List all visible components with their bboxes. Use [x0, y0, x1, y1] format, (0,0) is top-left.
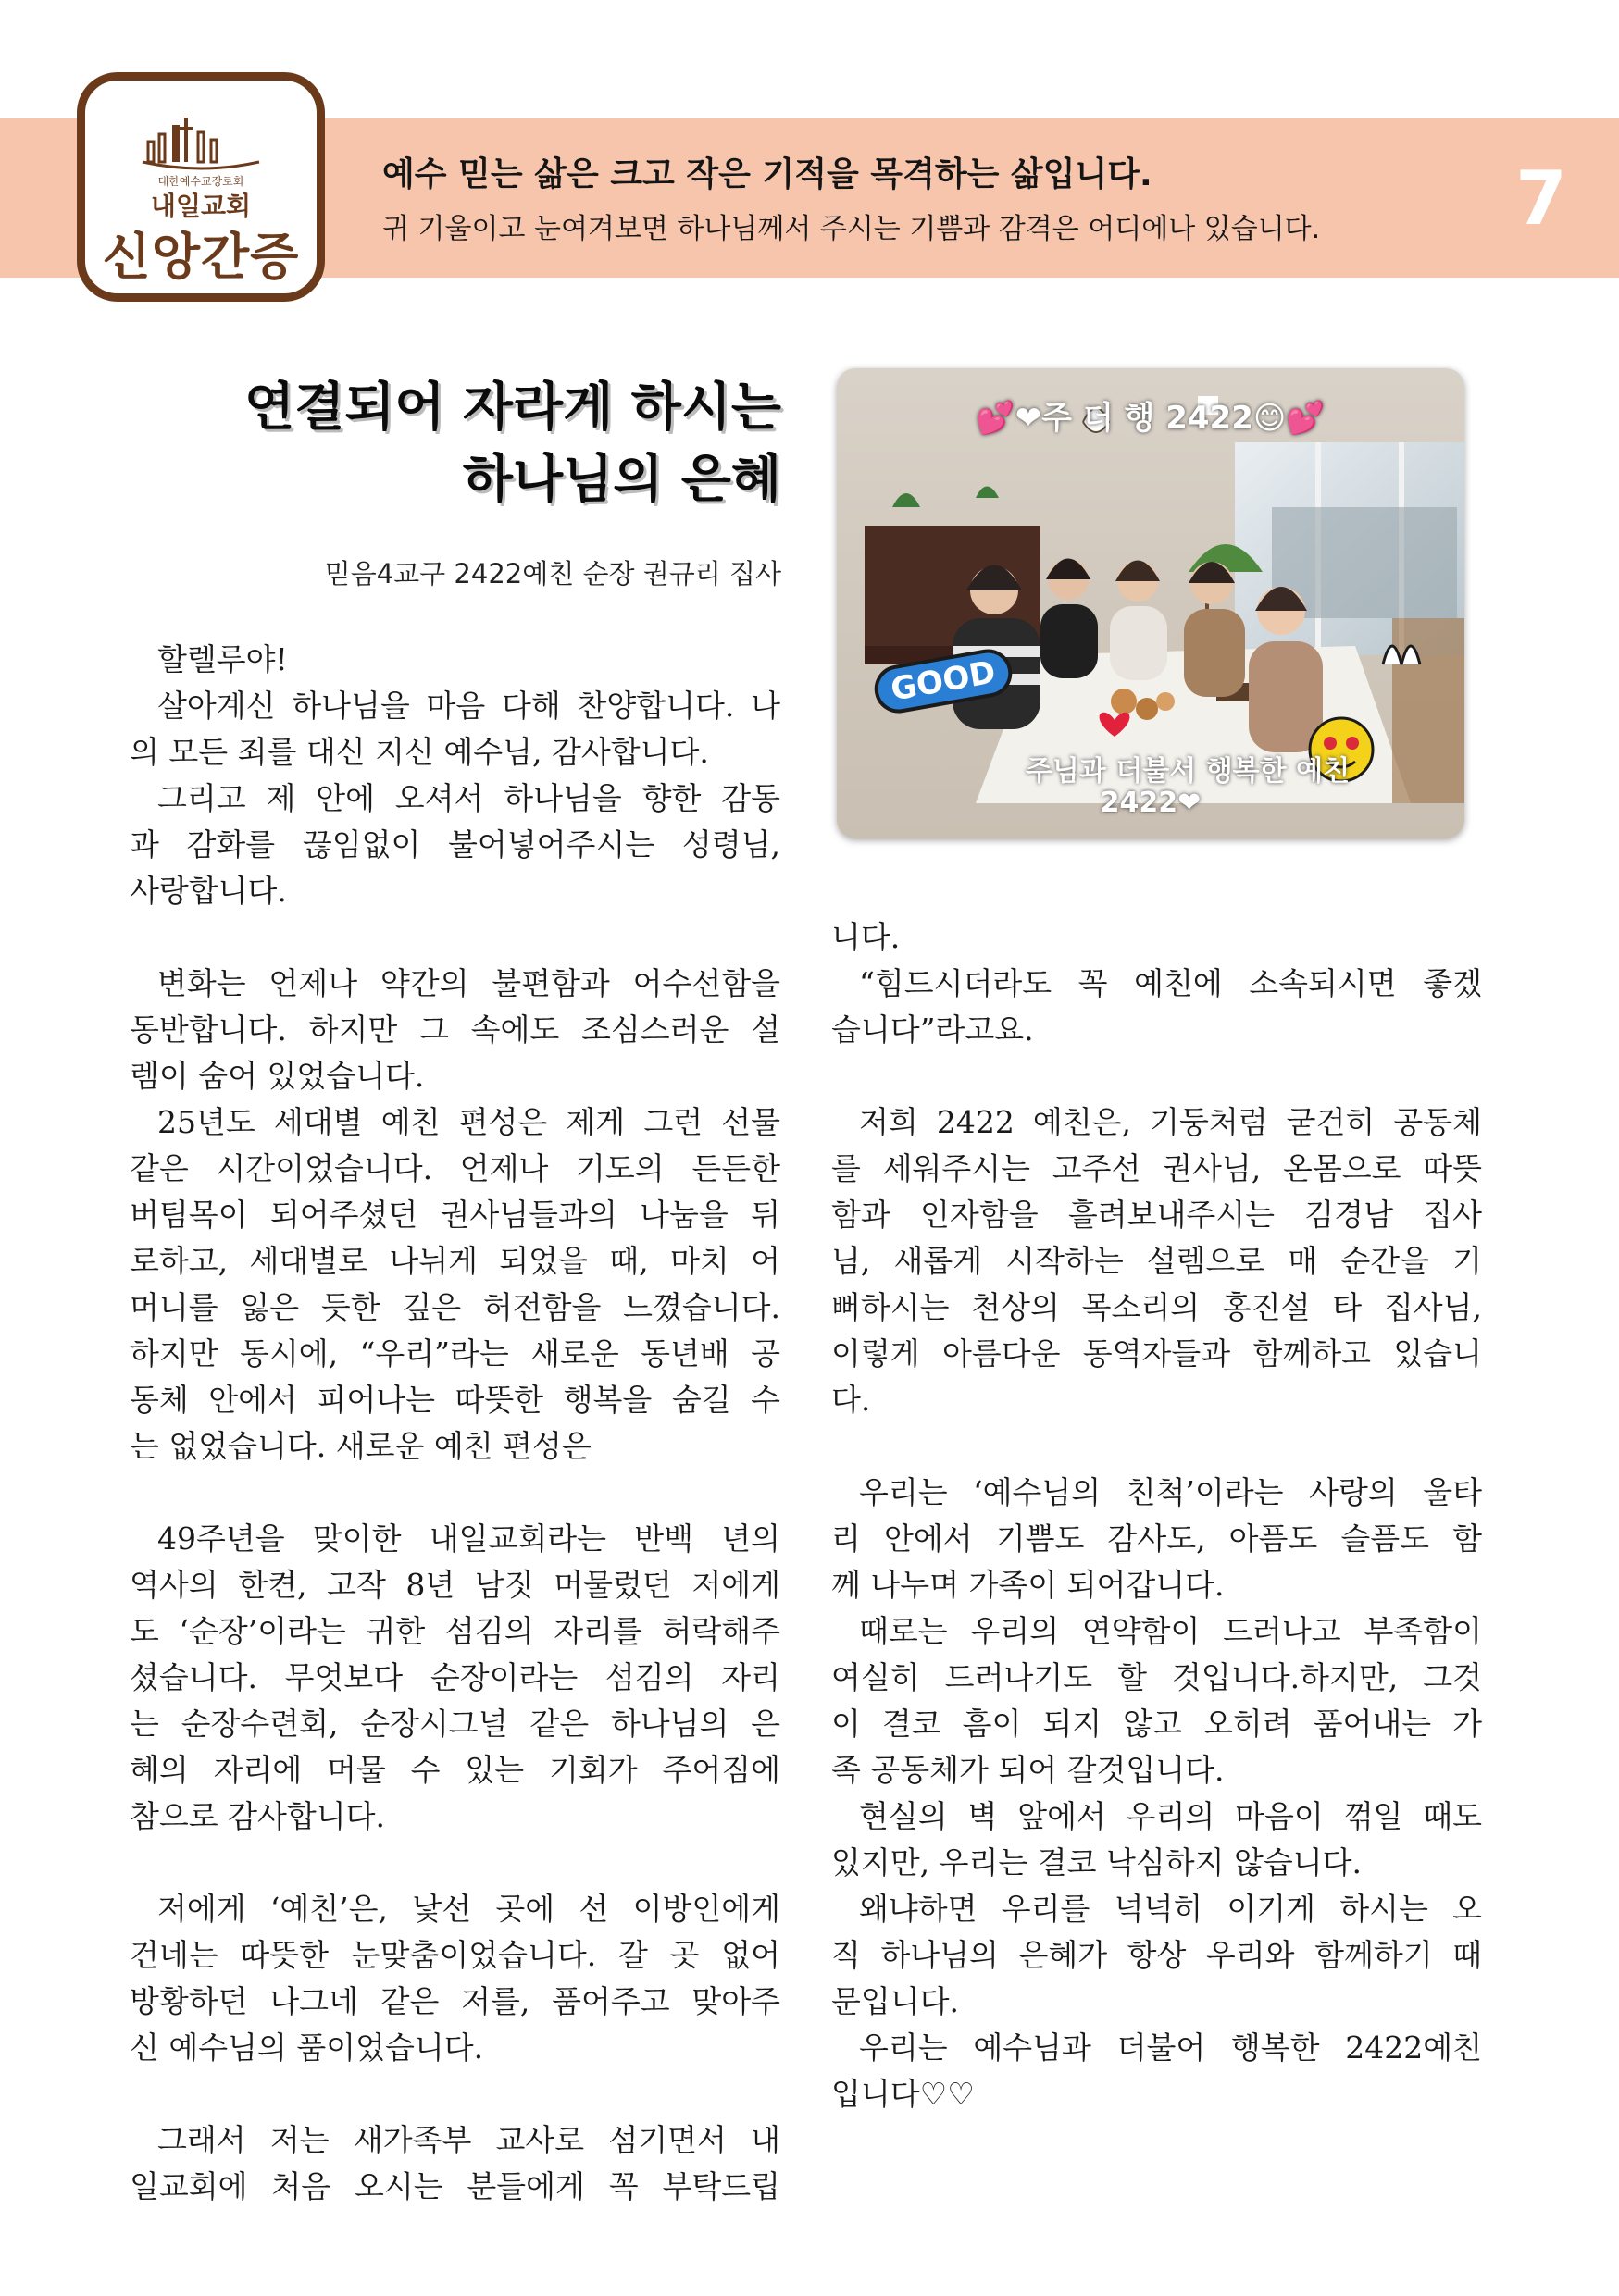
paragraph-line: 왜냐하면 우리를 넉넉히 이기게 하시는 오 [859, 1891, 1482, 1927]
header-subtitle-sub: 귀 기울이고 눈여겨보면 하나님께서 주시는 기쁨과 감격은 어디에나 있습니다. [382, 213, 1321, 245]
paragraph-line: 과 감화를 끊임없이 불어넣어주시는 성령님, [130, 826, 780, 863]
section-logo [77, 72, 325, 302]
article-title-line-2: 하나님의 은혜 [462, 450, 781, 510]
paragraph-line: 직 하나님의 은혜가 항상 우리와 함께하기 때 [831, 1937, 1482, 1973]
section-name: 신앙간증 [102, 228, 300, 286]
paragraph-line: 변화는 언제나 약간의 불편함과 어수선함을 [157, 965, 780, 1001]
article-author: 믿음4교구 2422예친 순장 권규리 집사 [324, 558, 781, 590]
paragraph-line: 렘이 숨어 있었습니다. [130, 1058, 425, 1094]
logo-denomination: 대한예수교장로회 [157, 175, 244, 188]
paragraph-line: 문입니다. [831, 1983, 960, 2019]
photo-caption-bottom-2: 2422❤ [1100, 787, 1202, 819]
paragraph-line: 습니다”라고요. [831, 1011, 1034, 1048]
paragraph-line: 셨습니다. 무엇보다 순장이라는 섬김의 자리 [130, 1659, 780, 1695]
paragraph-line: 우리는 예수님과 더불어 행복한 2422예친 [859, 2029, 1482, 2066]
paragraph-line: 뻐하시는 천상의 목소리의 홍진설 타 집사님, [831, 1289, 1482, 1325]
paragraph-line: 버팀목이 되어주셨던 권사님들과의 나눔을 뒤 [130, 1197, 780, 1233]
paragraph-line: 일교회에 처음 오시는 분들에게 꼭 부탁드립 [130, 2168, 780, 2204]
paragraph-line: 역사의 한켠, 고작 8년 남짓 머물렀던 저에게 [130, 1567, 780, 1603]
paragraph-line: 방황하던 나그네 같은 저를, 품어주고 맞아주 [130, 1983, 780, 2019]
photo-caption-top: 💕❤주 더 행 2422😊💕 [976, 400, 1326, 437]
paragraph-line: 다. [831, 1382, 871, 1418]
paragraph-line: 님, 새롭게 시작하는 설렘으로 매 순간을 기 [831, 1243, 1482, 1279]
paragraph-line: 로하고, 세대별로 나뉘게 되었을 때, 마치 어 [130, 1243, 780, 1279]
article-title-line-1: 연결되어 자라게 하시는 [244, 378, 781, 438]
paragraph-line: 이 결코 흠이 되지 않고 오히려 품어내는 가 [831, 1706, 1482, 1742]
paragraph-line: 하지만 동시에, “우리”라는 새로운 동년배 공 [130, 1335, 780, 1371]
paragraph-line: 사랑합니다. [130, 873, 287, 909]
article-title [244, 372, 781, 516]
paragraph-line: 리 안에서 기쁨도 감사도, 아픔도 슬픔도 함 [831, 1520, 1482, 1557]
paragraph-line: 우리는 ‘예수님의 친척’이라는 사랑의 울타 [859, 1474, 1482, 1510]
paragraph-line: 의 모든 죄를 대신 지신 예수님, 감사합니다. [130, 734, 709, 770]
paragraph-line: 건네는 따뜻한 눈맞춤이었습니다. 갈 곳 없어 [130, 1937, 780, 1973]
paragraph-line: 는 없었습니다. 새로운 예친 편성은 [130, 1428, 592, 1464]
paragraph-line: 머니를 잃은 듯한 깊은 허전함을 느꼈습니다. [130, 1289, 780, 1325]
paragraph-line: 혜의 자리에 머물 수 있는 기회가 주어짐에 [130, 1752, 780, 1788]
paragraph-line: 때로는 우리의 연약함이 드러나고 부족함이 [859, 1613, 1482, 1649]
page-number: 7 [1515, 155, 1567, 242]
paragraph-line: “힘드시더라도 꼭 예친에 소속되시면 좋겠 [859, 965, 1482, 1001]
paragraph-line: 를 세워주시는 고주선 권사님, 온몸으로 따뜻 [831, 1150, 1482, 1186]
group-photo [837, 368, 1464, 838]
photo-caption-bottom-1: 주님과 더불서 행복한 예친 [1025, 755, 1351, 788]
paragraph-line: 저희 2422 예친은, 기둥처럼 굳건히 공동체 [859, 1104, 1482, 1140]
paragraph-line: 참으로 감사합니다. [130, 1798, 386, 1834]
paragraph-line: 할렐루야! [157, 641, 288, 677]
paragraph-line: 함과 인자함을 흘려보내주시는 김경남 집사 [831, 1197, 1482, 1233]
paragraph-line: 신 예수님의 품이었습니다. [130, 2029, 484, 2066]
church-skyline-icon [141, 116, 261, 171]
paragraph-line: 여실히 드러나기도 할 것입니다.하지만, 그것 [831, 1659, 1482, 1695]
paragraph-line: 동반합니다. 하지만 그 속에도 조심스러운 설 [130, 1011, 780, 1048]
paragraph-line: 께 나누며 가족이 되어갑니다. [831, 1567, 1225, 1603]
logo-church-name: 내일교회 [150, 191, 252, 221]
paragraph-line: 있지만, 우리는 결코 낙심하지 않습니다. [831, 1844, 1362, 1880]
paragraph-line: 같은 시간이었습니다. 언제나 기도의 든든한 [130, 1150, 780, 1186]
good-sticker: GOOD [871, 645, 1016, 716]
paragraph-line: 저에게 ‘예친’은, 낯선 곳에 선 이방인에게 [157, 1891, 780, 1927]
paragraph-line: 현실의 벽 앞에서 우리의 마음이 꺾일 때도 [859, 1798, 1482, 1834]
paragraph-line: 도 ‘순장’이라는 귀한 섬김의 자리를 허락해주 [130, 1613, 780, 1649]
paragraph-line: 그래서 저는 새가족부 교사로 섬기면서 내 [157, 2122, 780, 2158]
paragraph-line: 살아계신 하나님을 마음 다해 찬양합니다. 나 [157, 688, 780, 724]
paragraph-line: 는 순장수련회, 순장시그널 같은 하나님의 은 [130, 1706, 780, 1742]
paragraph-line: 그리고 제 안에 오셔서 하나님을 향한 감동 [157, 780, 780, 816]
paragraph-line: 동체 안에서 피어나는 따뜻한 행복을 숨길 수 [130, 1382, 780, 1418]
paragraph-line: 니다. [831, 919, 901, 955]
paragraph-line: 49주년을 맞이한 내일교회라는 반백 년의 [157, 1520, 780, 1557]
header-subtitle-main: 예수 믿는 삶은 크고 작은 기적을 목격하는 삶입니다. [382, 155, 1152, 193]
paragraph-line: 이렇게 아름다운 동역자들과 함께하고 있습니 [831, 1335, 1482, 1371]
paragraph-line: 족 공동체가 되어 갈것입니다. [831, 1752, 1225, 1788]
paragraph-line: 입니다♡♡ [831, 2076, 975, 2112]
paragraph-line: 25년도 세대별 예친 편성은 제게 그런 선물 [157, 1104, 780, 1140]
